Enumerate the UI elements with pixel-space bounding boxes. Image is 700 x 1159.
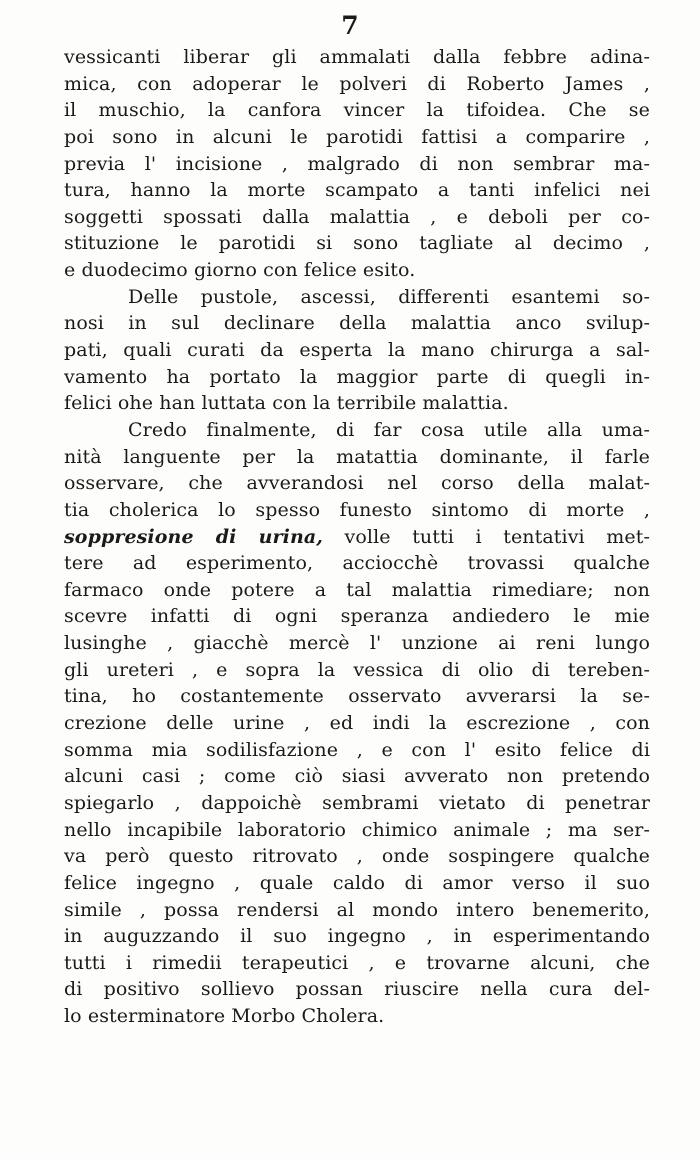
- text-line: vessicanti liberar gli ammalati dalla febbre adina-: [64, 46, 650, 68]
- text-line: poi sono in alcuni le parotidi fattisi a comparire ,: [64, 125, 650, 148]
- text-line: vamento ha portato la maggior parte di quegli in-: [64, 365, 650, 388]
- text-line: Credo finalmente, di far cosa utile alla uma-: [128, 418, 650, 441]
- text-line: il muschio, la canfora vincer la tifoidea. Che se: [64, 99, 650, 122]
- text-line: Delle pustole, ascessi, differenti esantemi so-: [128, 285, 650, 308]
- text-line: e duodecimo giorno con felice esito.: [64, 259, 416, 282]
- text-line: mica, con adoperar le polveri di Roberto James ,: [64, 72, 650, 95]
- text-line: farmaco onde potere a tal malattia rimediare; non: [64, 578, 650, 601]
- text-line: gli ureteri , e sopra la vessica di olio di tereben-: [64, 658, 650, 681]
- text-line: nello incapibile laboratorio chimico animale ; ma ser-: [64, 818, 650, 841]
- text-line: pati, quali curati da esperta la mano chirurga a sal-: [64, 339, 650, 362]
- text-line: somma mia sodilisfazione , e con l' esito felice di: [64, 738, 650, 761]
- text-line: va però questo ritrovato , onde sospingere qualche: [64, 845, 650, 868]
- text-line: crezione delle urine , ed indi la escrezione , con: [64, 712, 650, 735]
- text-line: soggetti spossati dalla malattia , e deboli per co-: [64, 205, 650, 228]
- text-line: tutti i rimedii terapeutici , e trovarne alcuni, che: [64, 951, 650, 974]
- text-line: tere ad esperimento, acciocchè trovassi qualche: [64, 552, 650, 575]
- text-line: in auguzzando il suo ingegno , in esperimentando: [64, 925, 650, 948]
- page-number: 7: [341, 11, 359, 40]
- text-line: nità languente per la matattia dominante, il farle: [64, 445, 650, 468]
- text-line: previa l' incisione , malgrado di non sembrar ma-: [64, 152, 650, 175]
- text-line: [64, 524, 650, 551]
- text-line: lusinghe , giacchè mercè l' unzione ai reni lungo: [64, 632, 650, 655]
- text-line: tina, ho costantemente osservato avverarsi la se-: [64, 685, 650, 708]
- text-line: di positivo sollievo possan riuscire nella cura del-: [64, 978, 650, 1001]
- body-text: [64, 44, 650, 1030]
- text-line: nosi in sul declinare della malattia anco svilup-: [64, 312, 650, 335]
- text-line: alcuni casi ; come ciò siasi avverato non pretendo: [64, 765, 650, 788]
- line-text: volle tutti i tentativi met-: [323, 525, 650, 548]
- text-line: lo esterminatore Morbo Cholera.: [64, 1005, 385, 1028]
- text-line: stituzione le parotidi si sono tagliate al decimo ,: [64, 232, 650, 255]
- text-line: scevre infatti di ogni speranza andiedero le mie: [64, 605, 650, 628]
- text-line: tia cholerica lo spesso funesto sintomo di morte ,: [64, 498, 650, 521]
- text-line: tura, hanno la morte scampato a tanti infelici nei: [64, 179, 650, 202]
- text-line: osservare, che avverandosi nel corso della malat-: [64, 472, 650, 495]
- text-line: felici ohe han luttata con la terribile malattia.: [64, 392, 509, 415]
- text-line: simile , possa rendersi al mondo intero benemerito,: [64, 898, 650, 921]
- text-line: spiegarlo , dappoichè sembrami vietato di penetrar: [64, 791, 650, 814]
- italic-phrase: soppresione di urina,: [64, 525, 323, 548]
- text-line: felice ingegno , quale caldo di amor verso il suo: [64, 871, 650, 894]
